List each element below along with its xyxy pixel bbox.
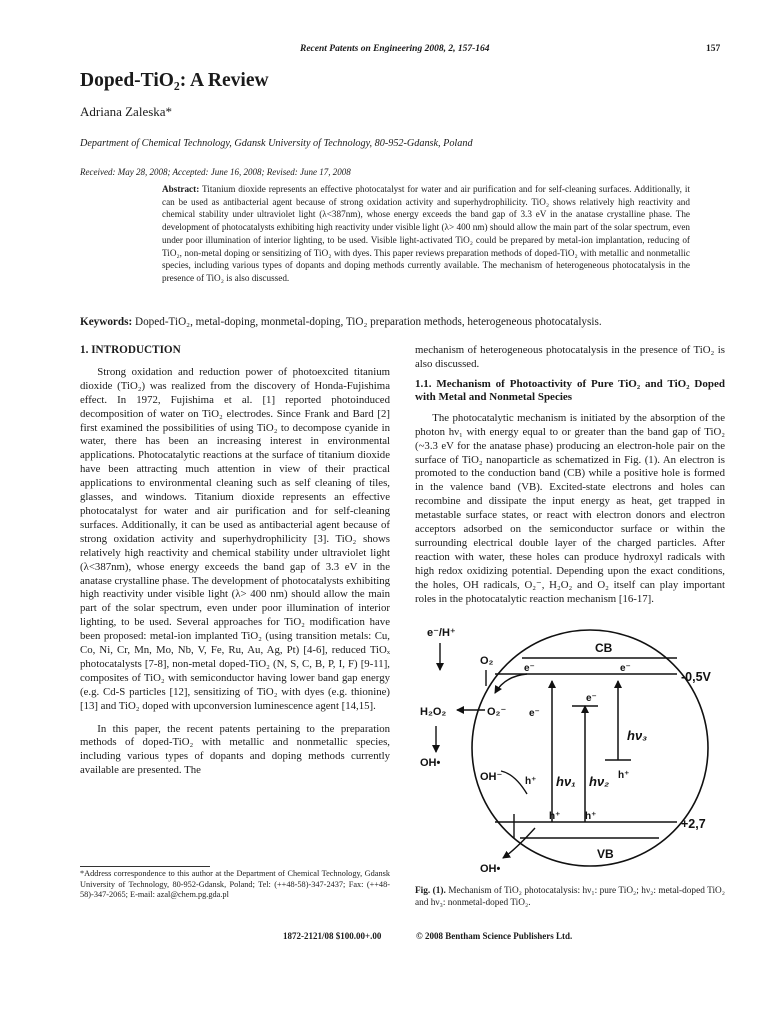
label-electron-4: e⁻	[586, 693, 597, 704]
keywords	[80, 315, 690, 329]
label-hole-3: h⁺	[549, 811, 561, 822]
label-electron-1: e⁻	[524, 663, 535, 674]
intro-paragraph-1: Strong oxidation and reduction power of photoexcited titanium dioxide (TiO₂) was realized from the discovery of Honda-Fujishima effect. In 1972, Fujishima et al. [1] reported photoinduced decomposition of water on TiO₂ electrodes. Since Frank and Bard [2] first examined the possibilities of using TiO₂ to decompose cyanide in water, there has been an increasing interest in environmental applications. Photocatalytic reactions at the surface of titanium dioxide have been attracting much attention in view of their practical applications to environmental cleaning such as self cleaning of tiles, glasses, and windows. Titanium dioxide represents an effective photocatalyst for water and air purification and for self-cleaning surfaces. Additionally, it can be used as antibacterial agent because of strong oxidation activity and superhydrophilicity [3]. TiO₂ shows relatively high reactivity and chemical stability under ultraviolet light (λ<387nm), whose energy exceeds the band gap of 3.3 eV in the anatase crystalline phase. The development of photocatalysts exhibiting high reactivity under visible light (λ> 400 nm) should allow the main part of the solar spectrum, even under poor illumination of interior lighting, to be used. Several approaches for TiO₂ modification have been proposed: metal-ion implanted TiO₂ (using transition metals: Cu, Co, Ni, Cr, Mn, Mo, Nb, V, Fe, Ru, Au, Ag, Pt) [4-6], reduced TiOₓ photocatalysts [7-8], non-metal doped-TiO₂ (N, S, C, B, P, I, F) [9-11], composites of TiO₂ with semiconductor having lower band gap energy (e.g. Cd-S particles [12], sensitizing of TiO₂ with dyes (e.g. thionine) [13] and TiO₂ doped with upconversion luminescence agent [14,15].	[80, 365, 390, 712]
left-column	[80, 344, 390, 778]
abstract-label: Abstract:	[162, 184, 200, 194]
mechanism-diagram	[415, 618, 725, 880]
abstract-text: Titanium dioxide represents an effective photocatalyst for water and air purification and for self-cleaning surfaces. Additionally, it can be used as antibacterial agent because of strong oxidation activity and superhydrophilicity. TiO₂ shows relatively high reactivity and chemical stability under ultraviolet light (λ<387nm), whose energy exceeds the band gap of 3.3 eV in the anatase crystalline phase. The development of photocatalysts exhibiting high reactivity under visible light (λ> 400 nm) should allow the main part of the solar spectrum, even under poor illumination of interior lighting, to be used. Visible light-activated TiO₂ could be prepared by metal-ion implantation, reducing of TiO₂, non-metal doping or sensitizing of TiO₂ with dyes. This paper reviews preparation methods of doped-TiO₂ with metallic and nonmetallic species, including various types of dopants and doping methods currently available. The mechanism of heterogeneous photocatalysis in the presence of TiO₂ is also discussed.	[162, 184, 690, 283]
label-hv3: hν₃	[627, 728, 648, 743]
page-number: 157	[706, 44, 721, 54]
copyright: © 2008 Bentham Science Publishers Ltd.	[416, 931, 573, 941]
label-electron-3: e⁻	[529, 708, 540, 719]
label-vb: VB	[597, 847, 614, 861]
label-o2: O₂	[480, 655, 494, 667]
label-electron-2: e⁻	[620, 663, 631, 674]
intro-continuation: mechanism of heterogeneous photocatalysis in the presence of TiO₂ is also discussed.	[415, 344, 725, 370]
intro-paragraph-2: In this paper, the recent patents pertaining to the preparation methods of doped-TiO₂ with metallic and nonmetallic species, including various types of dopants and doping methods currently available are presented. The	[80, 722, 390, 777]
label-oh-radical-left: OH•	[420, 757, 441, 769]
label-h2o2: H₂O₂	[420, 706, 447, 718]
caption-label: Fig. (1).	[415, 886, 446, 896]
caption-text: Mechanism of TiO₂ photocatalysis: hν₁: pure TiO₂; hν₂: metal-doped TiO₂ and hν₃: nonmetal-doped TiO₂.	[415, 886, 725, 909]
journal-code: 1872-2121/08 $100.00+.00	[283, 931, 382, 941]
label-o2-minus: O₂⁻	[487, 706, 507, 718]
author-name: Adriana Zaleska*	[80, 104, 173, 119]
mechanism-paragraph: The photocatalytic mechanism is initiated by the absorption of the photon hν₁ with energy equal to or greater than the band gap of TiO₂ (~3.3 eV for the anatase phase) producing an electron-hole pair on the surface of TiO₂ nanoparticle as schematized in Fig. (1). An electron is promoted to the conduction band (CB) while a positive hole is formed in the valence band (VB). Excited-state electrons and holes can recombine and dissipate the input energy as heat, get trapped in metastable surface states, or react with electron donors and electron acceptors adsorbed on the semiconductor surface or within the surrounding electrical double layer of the charged particles. After reaction with water, these holes can produce hydroxyl radicals with high redox oxidizing potential. Depending upon the exact conditions, the holes, OH radicals, O₂⁻, H₂O₂ and O₂ itself can play important roles in the photocatalytic reaction mechanism [16-17].	[415, 411, 725, 605]
label-hole-4: h⁺	[585, 811, 597, 822]
affiliation: Department of Chemical Technology, Gdansk University of Technology, 80-952-Gdansk, Poland	[80, 138, 473, 149]
abstract	[162, 183, 690, 285]
oh-minus-oxidation-path	[501, 771, 527, 794]
label-hv2: hν₂	[589, 774, 610, 789]
figure-1-diagram	[415, 618, 725, 880]
section-heading-introduction: 1. INTRODUCTION	[80, 344, 181, 356]
correspondence-footnote: *Address correspondence to this author at the Department of Chemical Technology, Gdansk University of Technology, 80-952-Gdansk, Poland; Tel: (++48-58)-347-2437; Fax: (++48-58)-347-2065; E-mail: azal@chem.pg.gda.pl	[80, 869, 390, 900]
label-hv1: hν₁	[556, 774, 576, 789]
label-oh-minus: OH⁻	[480, 771, 503, 783]
o2-reduction-arrow	[495, 674, 527, 693]
label-hole-1: h⁺	[525, 776, 537, 787]
footnote-rule	[80, 866, 210, 867]
paper-title: Doped-TiO₂: A Review	[80, 70, 269, 91]
label-e-h: e⁻/H⁺	[427, 627, 456, 639]
label-cb: CB	[595, 641, 613, 655]
keywords-label: Keywords:	[80, 316, 133, 328]
label-vb-potential: +2,7	[681, 817, 706, 831]
submission-dates: Received: May 28, 2008; Accepted: June 16, 2008; Revised: June 17, 2008	[80, 167, 351, 177]
label-cb-potential: -0,5V	[681, 670, 711, 684]
tio2-particle-circle	[472, 630, 708, 866]
journal-citation: Recent Patents on Engineering 2008, 2, 157-164	[300, 44, 490, 54]
label-hole-2: h⁺	[618, 770, 630, 781]
label-oh-radical-bottom: OH•	[480, 863, 501, 875]
subsection-heading: 1.1. Mechanism of Photoactivity of Pure TiO₂ and TiO₂ Doped with Metal and Nonmetal Species	[415, 377, 725, 404]
figure-caption	[415, 885, 725, 909]
keywords-text: Doped-TiO₂, metal-doping, monmetal-doping, TiO₂ preparation methods, heterogeneous photocatalysis.	[135, 316, 602, 328]
right-column	[415, 344, 725, 607]
